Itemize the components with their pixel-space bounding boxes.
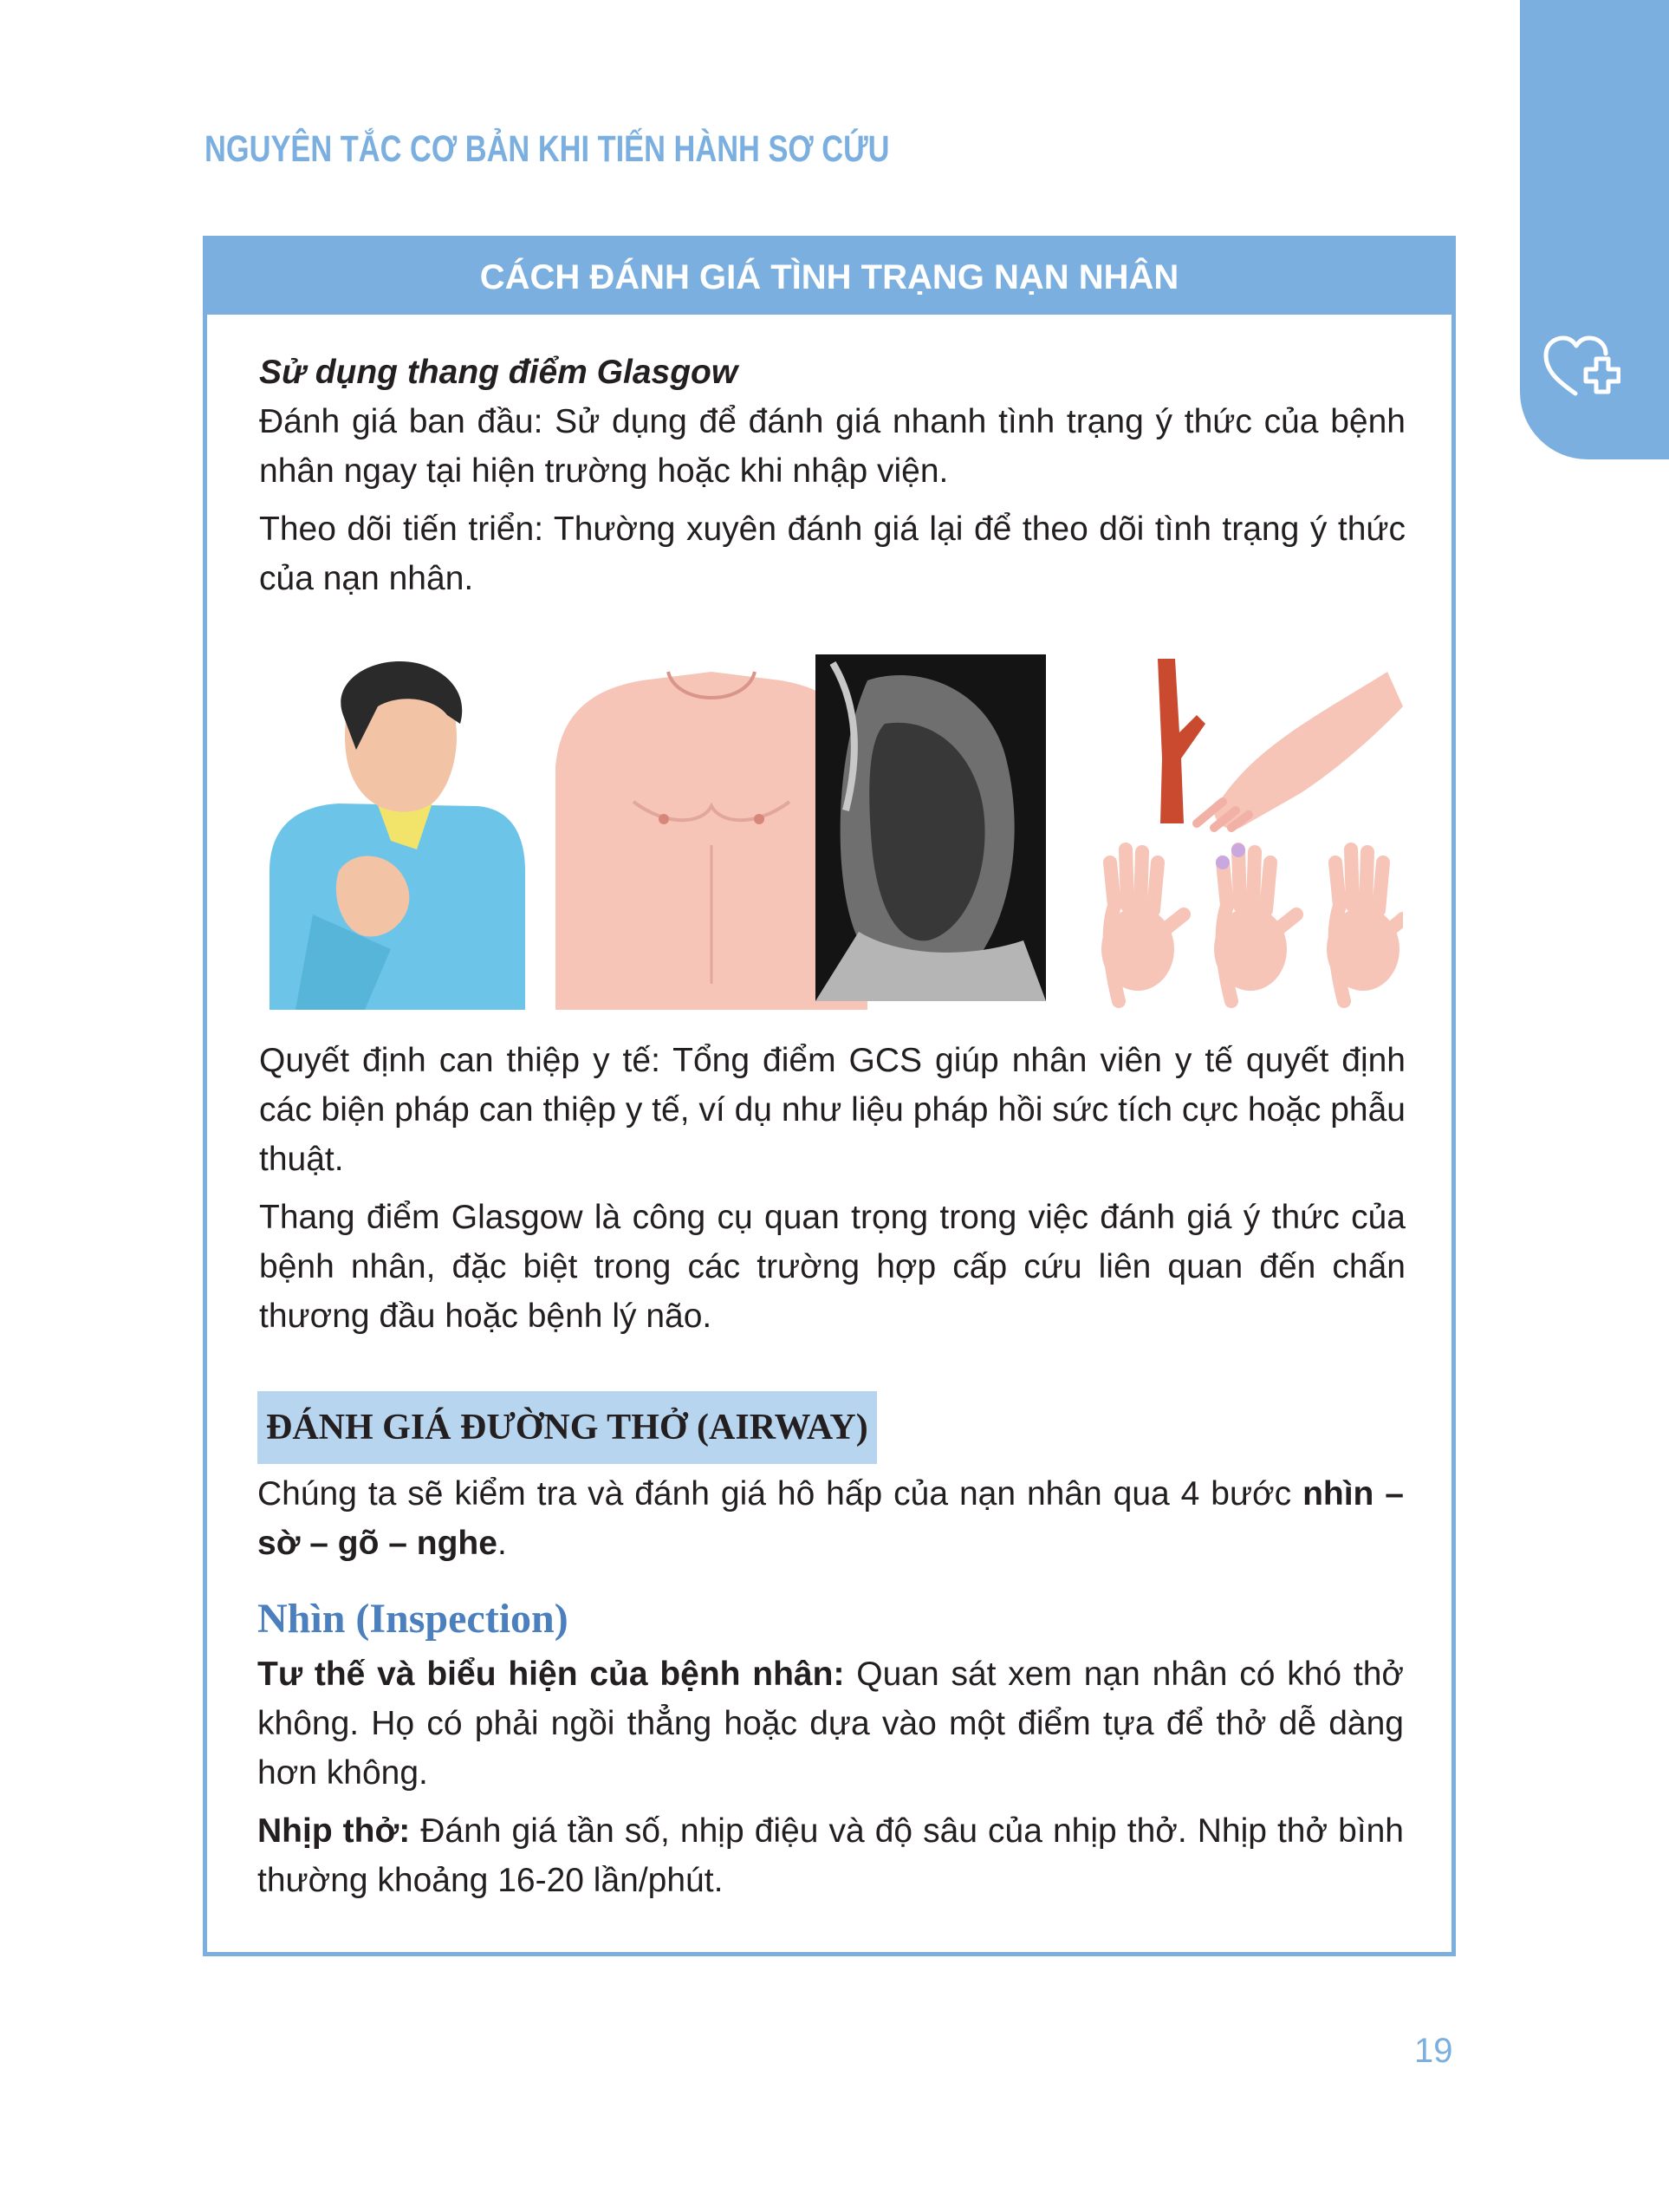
heart-plus-icon (1541, 328, 1620, 407)
page-number: 19 (1414, 2032, 1453, 2070)
glasgow-importance-paragraph: Thang điểm Glasgow là công cụ quan trọng trong việc đánh giá ý thức của bệnh nhân, đặc biệt trong các trường hợp cấp cứu liên quan đến chấn thương đầu hoặc bệnh lý não. (259, 1199, 1406, 1335)
initial-assessment-paragraph: Đánh giá ban đầu: Sử dụng để đánh giá nhanh tình trạng ý thức của bệnh nhân ngay tại hiện trường hoặc khi nhập viện. (259, 403, 1406, 490)
airway-intro-text: Chúng ta sẽ kiểm tra và đánh giá hô hấp của nạn nhân qua 4 bước (257, 1475, 1292, 1513)
running-head: NGUYÊN TẮC CƠ BẢN KHI TIẾN HÀNH SƠ CỨU (205, 128, 890, 170)
airway-steps-end: . (497, 1525, 507, 1562)
illustration-svg (261, 654, 1403, 1010)
glasgow-section-top (259, 348, 1406, 603)
breathing-rate-text: Đánh giá tần số, nhịp điệu và độ sâu của nhịp thở. Nhịp thở bình thường khoảng 16-20 lần/phút. (257, 1812, 1404, 1899)
breathing-rate-paragraph (257, 1806, 1404, 1905)
side-tab (1520, 0, 1669, 459)
content-box (203, 236, 1456, 1956)
progress-paragraph: Theo dõi tiến triển: Thường xuyên đánh giá lại để theo dõi tình trạng ý thức của nạn nhân. (259, 511, 1406, 597)
illustration-strip (261, 654, 1403, 1010)
man-chest-pain-illustration (270, 661, 525, 1010)
chest-xray-image (815, 654, 1046, 1001)
airway-section (257, 1391, 1404, 1905)
posture-label: Tư thế và biểu hiện của bệnh nhân: (257, 1656, 845, 1693)
intervention-paragraph: Quyết định can thiệp y tế: Tổng điểm GCS giúp nhân viên y tế quyết định các biện pháp can thiệp y tế, ví dụ như liệu pháp hồi sức tích cực hoặc phẫu thuật. (259, 1042, 1406, 1178)
posture-text: Quan sát xem nạn nhân có khó thở không. Họ có phải ngồi thẳng hoặc dựa vào một điểm tựa để thở dễ dàng hơn không. (257, 1656, 1404, 1792)
airway-section-badge: ĐÁNH GIÁ ĐƯỜNG THỞ (AIRWAY) (257, 1391, 877, 1464)
inspection-heading: Nhìn (Inspection) (257, 1596, 568, 1642)
cyanosis-hand-illustration (1158, 659, 1403, 829)
palms-illustration (1101, 843, 1403, 1001)
posture-paragraph (257, 1649, 1404, 1798)
box-header: CÁCH ĐÁNH GIÁ TÌNH TRẠNG NẠN NHÂN (207, 240, 1451, 315)
breathing-rate-label: Nhịp thở: (257, 1812, 411, 1850)
glasgow-section-bottom (259, 1036, 1406, 1341)
airway-steps: nhìn – sờ – gõ – nghe (257, 1475, 1404, 1562)
airway-intro-paragraph (257, 1469, 1404, 1568)
glasgow-subtitle: Sử dụng thang điểm Glasgow (259, 354, 738, 391)
